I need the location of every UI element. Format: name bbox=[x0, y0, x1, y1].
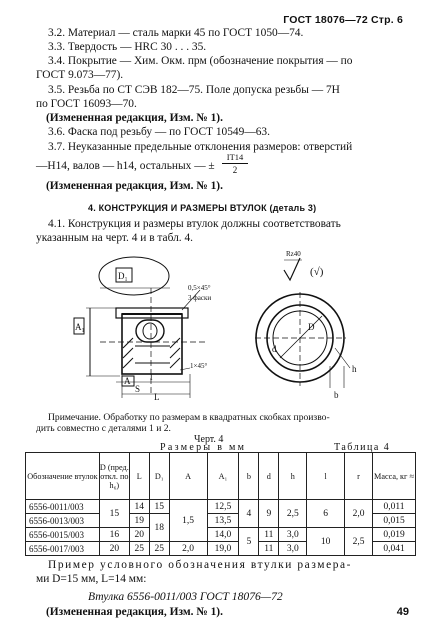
para-3-7-line2: —H14, валов — h14, остальных — ± bbox=[36, 160, 215, 172]
th-h: h bbox=[279, 453, 307, 500]
cell-A1: 12,5 bbox=[207, 500, 239, 514]
para-3-5-line2: по ГОСТ 16093—70. bbox=[36, 98, 137, 110]
cell-mass: 0,011 bbox=[373, 500, 416, 514]
technical-drawing bbox=[30, 248, 380, 403]
th-mass: Масса, кг ≈ bbox=[373, 453, 416, 500]
para-3-6: 3.6. Фаска под резьбу — по ГОСТ 10549—63. bbox=[48, 126, 270, 138]
page-number: 49 bbox=[396, 606, 409, 618]
cell-L: 14 bbox=[129, 500, 149, 514]
cell-h: 3,0 bbox=[279, 542, 307, 556]
cell-L: 19 bbox=[129, 514, 149, 528]
fraction-numerator: IT14 bbox=[226, 152, 244, 162]
cell-mass: 0,019 bbox=[373, 528, 416, 542]
example-line2: ми D=15 мм, L=14 мм: bbox=[36, 573, 147, 585]
th-D: D (пред. откл. по h₆) bbox=[99, 453, 129, 500]
cell-designation: 6556-0017/003 bbox=[26, 542, 100, 556]
cell-A1: 13,5 bbox=[207, 514, 239, 528]
label-chamfer-top2: 3 фаски bbox=[188, 294, 212, 302]
para-3-3: 3.3. Твердость — HRC 30 . . . 35. bbox=[48, 41, 207, 53]
th-designation: Обозначение втулок bbox=[26, 453, 100, 500]
cell-r: 2,0 bbox=[345, 500, 373, 528]
cell-D1: 25 bbox=[149, 542, 169, 556]
para-4-1-line2: указанным на черт. 4 и в табл. 4. bbox=[36, 232, 194, 244]
para-3-7-line1: 3.7. Неуказанные предельные отклонения размеров: отверстий bbox=[48, 141, 353, 153]
label-h: h bbox=[352, 364, 357, 374]
cell-L: 25 bbox=[129, 542, 149, 556]
table-caption: Таблица 4 bbox=[334, 442, 391, 453]
label-d: d bbox=[272, 344, 277, 354]
cell-A1: 14,0 bbox=[207, 528, 239, 542]
th-D1: D₁ bbox=[149, 453, 169, 500]
para-3-4-line2: ГОСТ 9.073—77). bbox=[36, 69, 124, 81]
label-b: b bbox=[334, 390, 339, 400]
page-header: ГОСТ 18076—72 Стр. 6 bbox=[283, 14, 403, 26]
fraction-denominator: 2 bbox=[232, 165, 238, 175]
th-L: L bbox=[129, 453, 149, 500]
example-designation: Втулка 6556-0011/003 ГОСТ 18076—72 bbox=[88, 590, 283, 603]
label-roughness: Rz40 bbox=[286, 250, 301, 258]
para-3-5-line1: 3.5. Резьба по СТ СЭВ 182—75. Поле допуска резьбы — 7H bbox=[48, 84, 340, 96]
th-A: A bbox=[169, 453, 207, 500]
label-L: L bbox=[154, 392, 160, 402]
cell-A1: 19,0 bbox=[207, 542, 239, 556]
units-caption: Размеры в мм bbox=[160, 442, 247, 453]
cell-designation: 6556-0015/003 bbox=[26, 528, 100, 542]
cell-A: 1,5 bbox=[169, 500, 207, 542]
cell-b: 5 bbox=[239, 528, 259, 556]
cell-D1: 15 bbox=[149, 500, 169, 514]
cell-d: 11 bbox=[259, 528, 279, 542]
table-row bbox=[26, 500, 416, 514]
revision-note-3: (Измененная редакция, Изм. № 1). bbox=[46, 606, 223, 618]
note-line2: дить совместно с деталями 1 и 2. bbox=[36, 423, 171, 434]
label-d1: D₁ bbox=[118, 271, 128, 281]
cell-designation: 6556-0011/003 bbox=[26, 500, 100, 514]
table-row bbox=[26, 528, 416, 542]
cell-L: 20 bbox=[129, 528, 149, 542]
label-l: l bbox=[150, 372, 153, 382]
cell-mass: 0,015 bbox=[373, 514, 416, 528]
revision-note-1: (Измененная редакция, Изм. № 1). bbox=[46, 112, 223, 124]
drawing-caption: Черт. 4 bbox=[194, 434, 224, 445]
cell-l: 6 bbox=[307, 500, 345, 528]
label-a1: A₁ bbox=[75, 322, 85, 332]
section-heading-4: 4. КОНСТРУКЦИЯ И РАЗМЕРЫ ВТУЛОК (деталь 3) bbox=[88, 203, 317, 213]
label-s: S bbox=[135, 384, 141, 394]
cell-r: 2,5 bbox=[345, 528, 373, 556]
label-chamfer-top: 0,5×45° bbox=[188, 284, 211, 292]
para-4-1-line1: 4.1. Конструкция и размеры втулок должны соответствовать bbox=[48, 218, 341, 230]
cell-designation: 6556-0013/003 bbox=[26, 514, 100, 528]
label-D: D bbox=[308, 322, 315, 332]
cell-l: 10 bbox=[307, 528, 345, 556]
para-3-4-line1: 3.4. Покрытие — Хим. Окм. прм (обозначение покрытия — по bbox=[48, 55, 353, 67]
cell-D: 16 bbox=[99, 528, 129, 542]
cell-h: 3,0 bbox=[279, 528, 307, 542]
cell-h: 2,5 bbox=[279, 500, 307, 528]
th-A1: A₁ bbox=[207, 453, 239, 500]
cell-D: 15 bbox=[99, 500, 129, 528]
cell-d: 9 bbox=[259, 500, 279, 528]
cell-A: 2,0 bbox=[169, 542, 207, 556]
th-r: r bbox=[345, 453, 373, 500]
cell-D: 20 bbox=[99, 542, 129, 556]
th-b: b bbox=[239, 453, 259, 500]
cell-b: 4 bbox=[239, 500, 259, 528]
th-l: l bbox=[307, 453, 345, 500]
para-3-2: 3.2. Материал — сталь марки 45 по ГОСТ 1050—74. bbox=[48, 27, 304, 39]
th-d: d bbox=[259, 453, 279, 500]
cell-d: 11 bbox=[259, 542, 279, 556]
cell-mass: 0,041 bbox=[373, 542, 416, 556]
label-a: A bbox=[124, 376, 131, 386]
label-chamfer-bottom: 1×45° bbox=[190, 362, 208, 370]
note-line1: Примечание. Обработку по размерам в квадратных скобках произво- bbox=[48, 412, 330, 423]
revision-note-2: (Измененная редакция, Изм. № 1). bbox=[46, 180, 223, 192]
dimensions-table bbox=[25, 452, 416, 556]
drawing-head-outline bbox=[99, 257, 169, 295]
table-header-row bbox=[26, 453, 416, 500]
cell-D1: 18 bbox=[149, 514, 169, 542]
label-roughness-paren: (√) bbox=[310, 266, 324, 278]
example-line1: Пример условного обозначения втулки размера- bbox=[48, 559, 353, 571]
